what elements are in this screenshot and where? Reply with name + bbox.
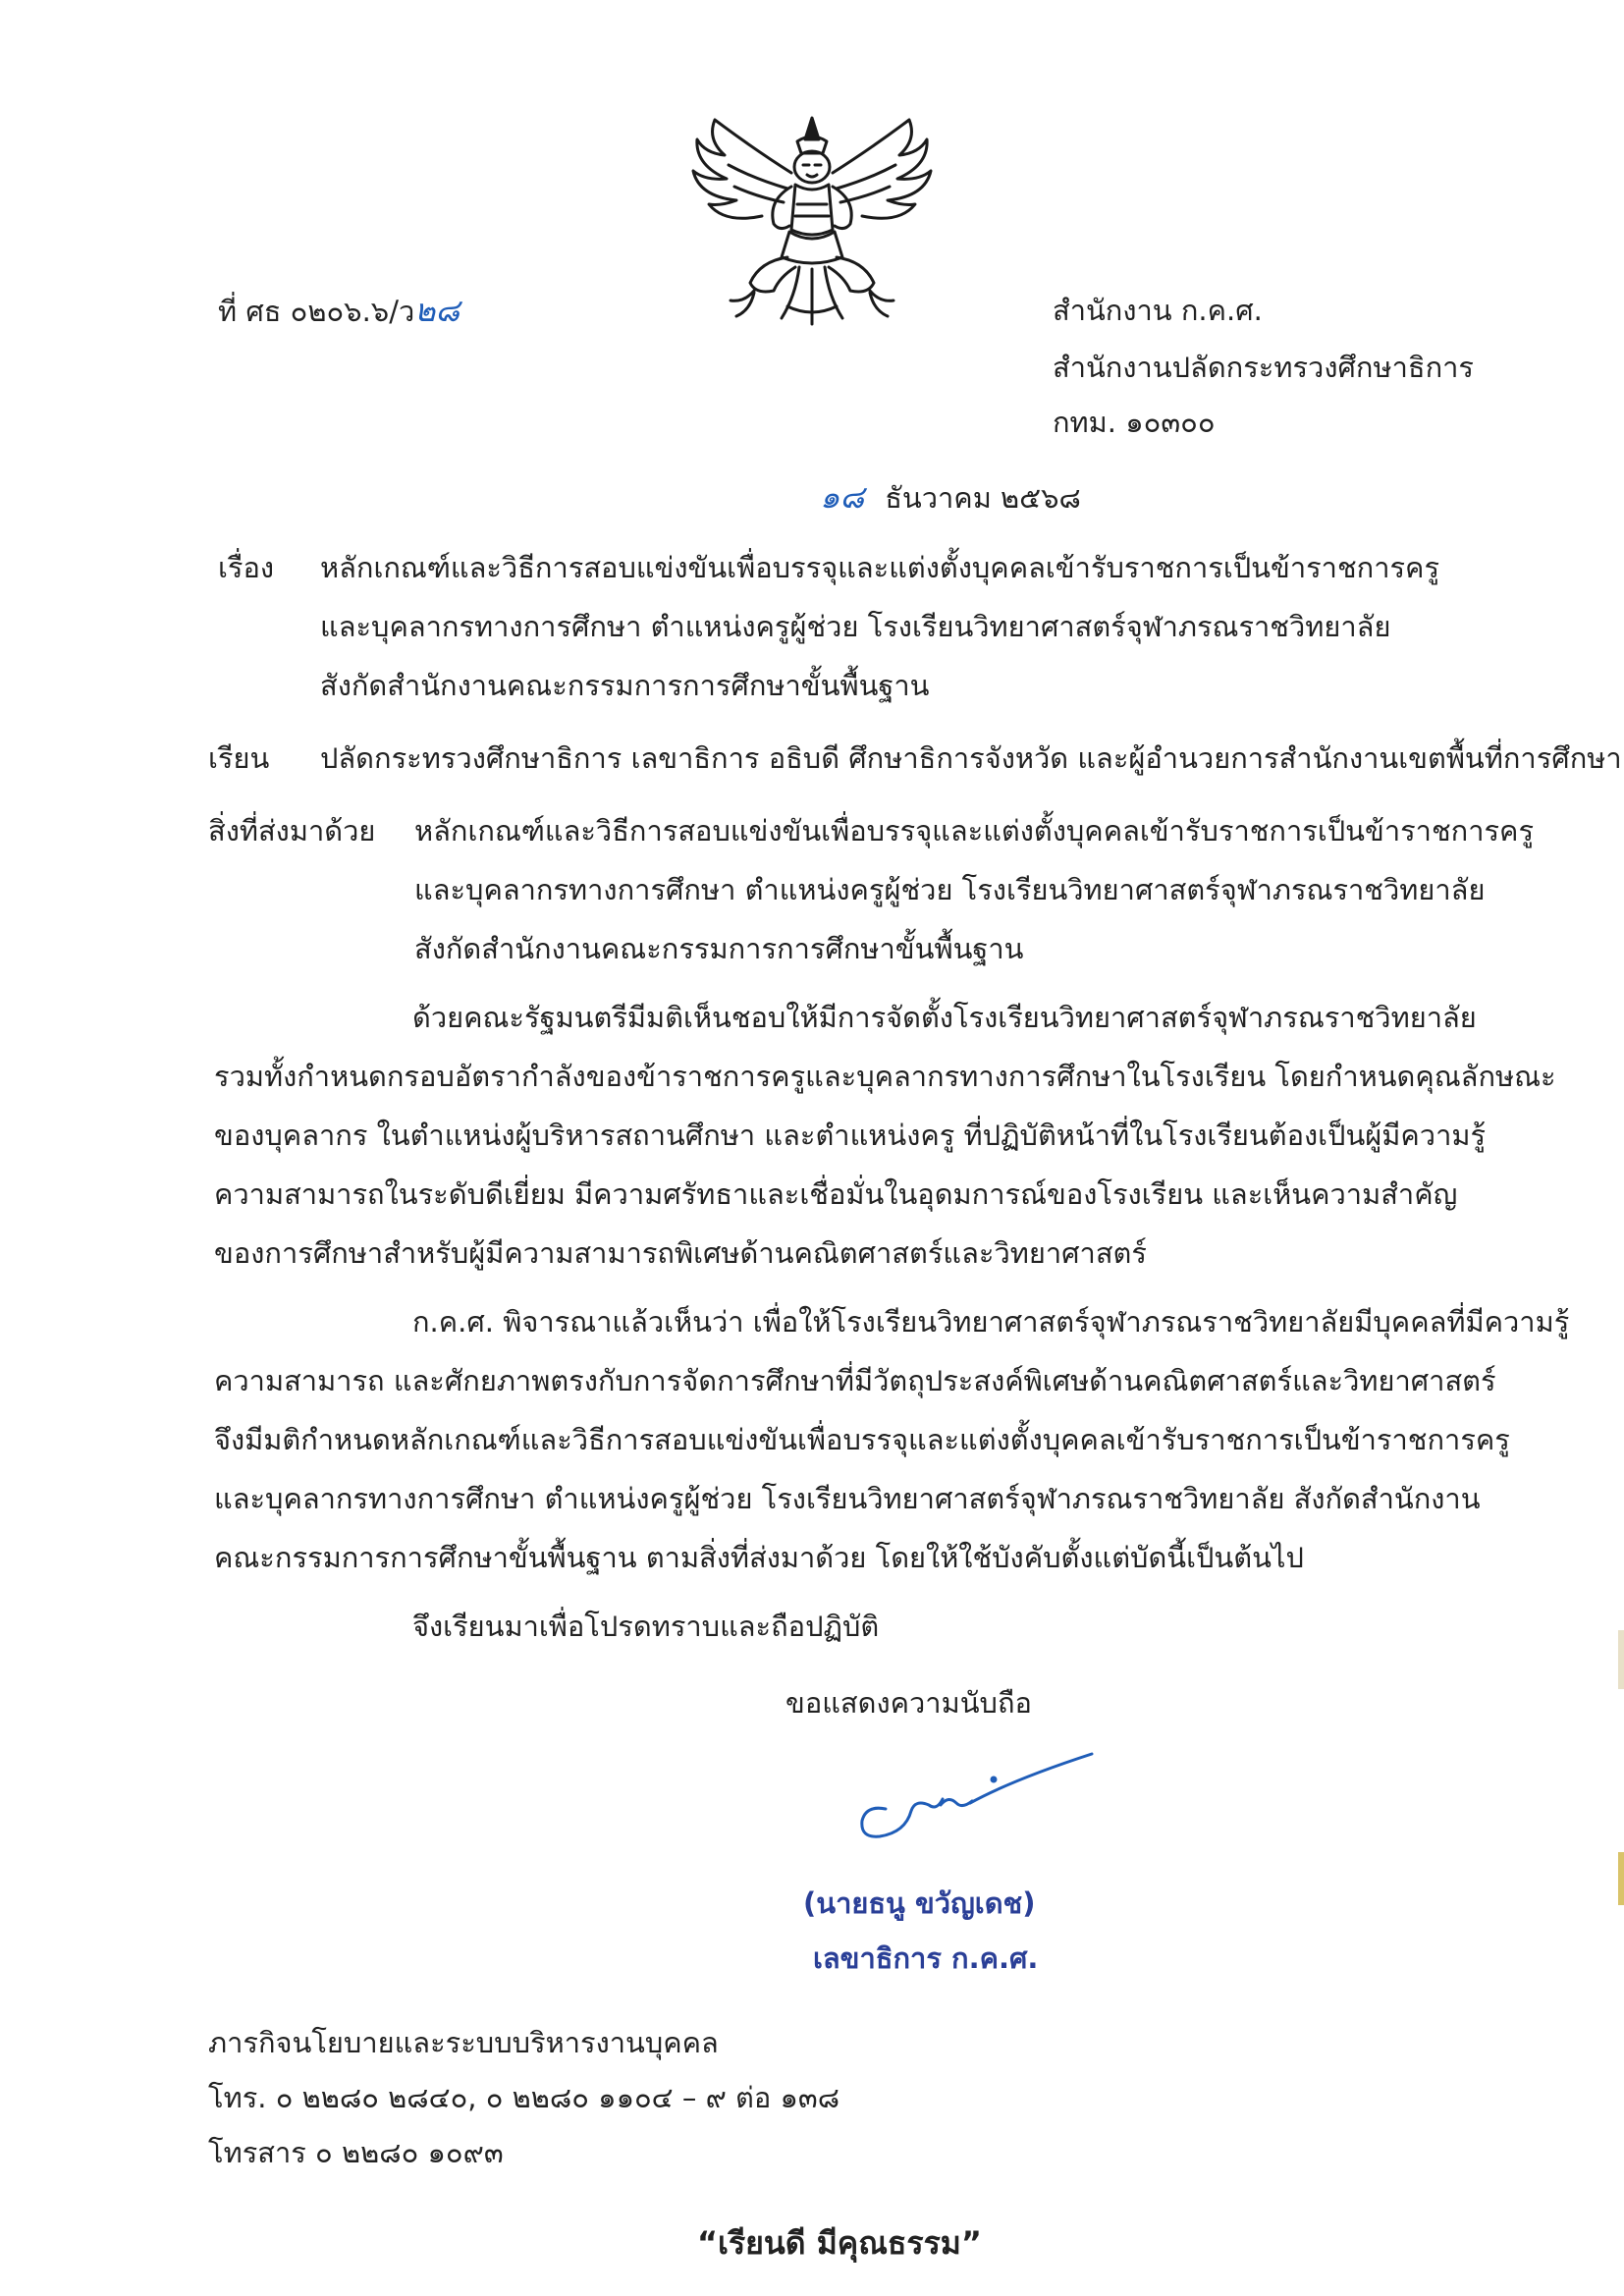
- signer-name: (นายธนู ขวัญเดช): [803, 1886, 1036, 1920]
- garuda-emblem-icon: [685, 110, 939, 334]
- office-division: สำนักงานปลัดกระทรวงศึกษาธิการ: [1053, 351, 1474, 384]
- body-paragraph-1-line: ความสามารถในระดับดีเยี่ยม มีความศรัทธาและเชื่อมั่นในอุดมการณ์ของโรงเรียน และเห็นความสำคัญ: [214, 1177, 1458, 1211]
- salutation-label: เรียน: [208, 741, 270, 775]
- office-name: สำนักงาน ก.ค.ศ.: [1053, 294, 1263, 327]
- signer-position: เลขาธิการ ก.ค.ศ.: [813, 1941, 1039, 1975]
- body-paragraph-1-line: รวมทั้งกำหนดกรอบอัตรากำลังของข้าราชการครูและบุคลากรทางการศึกษาในโรงเรียน โดยกำหนดคุณลักษณะ: [214, 1060, 1556, 1093]
- enclosure-line: สังกัดสำนักงานคณะกรรมการการศึกษาขั้นพื้นฐาน: [414, 932, 1024, 965]
- salutation-text: ปลัดกระทรวงศึกษาธิการ เลขาธิการ อธิบดี ศึกษาธิการจังหวัด และผู้อำนวยการสำนักงานเขตพื้นที่การศึกษา: [320, 741, 1622, 775]
- reference-prefix: ที่ ศธ ๐๒๐๖.๖/ว: [218, 295, 415, 328]
- footer-department: ภารกิจนโยบายและระบบบริหารงานบุคคล: [208, 2026, 719, 2059]
- body-paragraph-2-line: ความสามารถ และศักยภาพตรงกับการจัดการศึกษาที่มีวัตถุประสงค์พิเศษด้านคณิตศาสตร์และวิทยาศาสตร์: [214, 1364, 1496, 1397]
- body-paragraph-1-line: ของการศึกษาสำหรับผู้มีความสามารถพิเศษด้านคณิตศาสตร์และวิทยาศาสตร์: [214, 1236, 1147, 1270]
- enclosure-line: และบุคลากรทางการศึกษา ตำแหน่งครูผู้ช่วย โรงเรียนวิทยาศาสตร์จุฬาภรณราชวิทยาลัย: [414, 873, 1486, 906]
- date-month-year: ธันวาคม ๒๕๖๘: [885, 481, 1081, 515]
- enclosure-line: หลักเกณฑ์และวิธีการสอบแข่งขันเพื่อบรรจุและแต่งตั้งบุคคลเข้ารับราชการเป็นข้าราชการครู: [414, 814, 1535, 847]
- subject-label: เรื่อง: [218, 551, 275, 584]
- handwritten-signature: [846, 1740, 1102, 1858]
- footer-fax: โทรสาร ๐ ๒๒๘๐ ๑๐๙๓: [208, 2136, 504, 2169]
- date-day-handwritten: ๑๘: [820, 478, 864, 516]
- body-paragraph-2-line: ก.ค.ศ. พิจารณาแล้วเห็นว่า เพื่อให้โรงเรียนวิทยาศาสตร์จุฬาภรณราชวิทยาลัยมีบุคคลที่มีความรู้: [412, 1305, 1570, 1339]
- office-postcode: กทม. ๑๐๓๐๐: [1053, 406, 1216, 439]
- subject-line: หลักเกณฑ์และวิธีการสอบแข่งขันเพื่อบรรจุและแต่งตั้งบุคคลเข้ารับราชการเป็นข้าราชการครู: [320, 551, 1440, 584]
- body-paragraph-2-line: และบุคลากรทางการศึกษา ตำแหน่งครูผู้ช่วย โรงเรียนวิทยาศาสตร์จุฬาภรณราชวิทยาลัย สังกัดสำนักงาน: [214, 1482, 1481, 1515]
- closing-line: จึงเรียนมาเพื่อโปรดทราบและถือปฏิบัติ: [412, 1610, 880, 1643]
- footer-motto: “เรียนดี มีคุณธรรม”: [697, 2224, 982, 2262]
- body-paragraph-2-line: คณะกรรมการการศึกษาขั้นพื้นฐาน ตามสิ่งที่ส่งมาด้วย โดยให้ใช้บังคับตั้งแต่บัดนี้เป็นต้นไป: [214, 1541, 1304, 1574]
- subject-line: และบุคลากรทางการศึกษา ตำแหน่งครูผู้ช่วย โรงเรียนวิทยาศาสตร์จุฬาภรณราชวิทยาลัย: [320, 610, 1391, 643]
- enclosure-label: สิ่งที่ส่งมาด้วย: [208, 814, 376, 847]
- subject-line: สังกัดสำนักงานคณะกรรมการการศึกษาขั้นพื้นฐาน: [320, 669, 930, 702]
- footer-phone: โทร. ๐ ๒๒๘๐ ๒๘๔๐, ๐ ๒๒๘๐ ๑๑๐๔ – ๙ ต่อ ๑๓๘: [208, 2081, 840, 2114]
- reference-number: [218, 292, 460, 329]
- body-paragraph-1-line: ของบุคลากร ในตำแหน่งผู้บริหารสถานศึกษา และตำแหน่งครู ที่ปฏิบัติหน้าที่ในโรงเรียนต้องเป็นผู้มีความรู้: [214, 1119, 1487, 1152]
- body-paragraph-2-line: จึงมีมติกำหนดหลักเกณฑ์และวิธีการสอบแข่งขันเพื่อบรรจุและแต่งตั้งบุคคลเข้ารับราชการเป็นข้าราชการครู: [214, 1423, 1510, 1456]
- letter-date: [820, 478, 1081, 516]
- body-paragraph-1-line: ด้วยคณะรัฐมนตรีมีมติเห็นชอบให้มีการจัดตั้งโรงเรียนวิทยาศาสตร์จุฬาภรณราชวิทยาลัย: [412, 1001, 1477, 1034]
- reference-number-handwritten: ๒๘: [414, 292, 460, 329]
- regards-text: ขอแสดงความนับถือ: [785, 1686, 1032, 1720]
